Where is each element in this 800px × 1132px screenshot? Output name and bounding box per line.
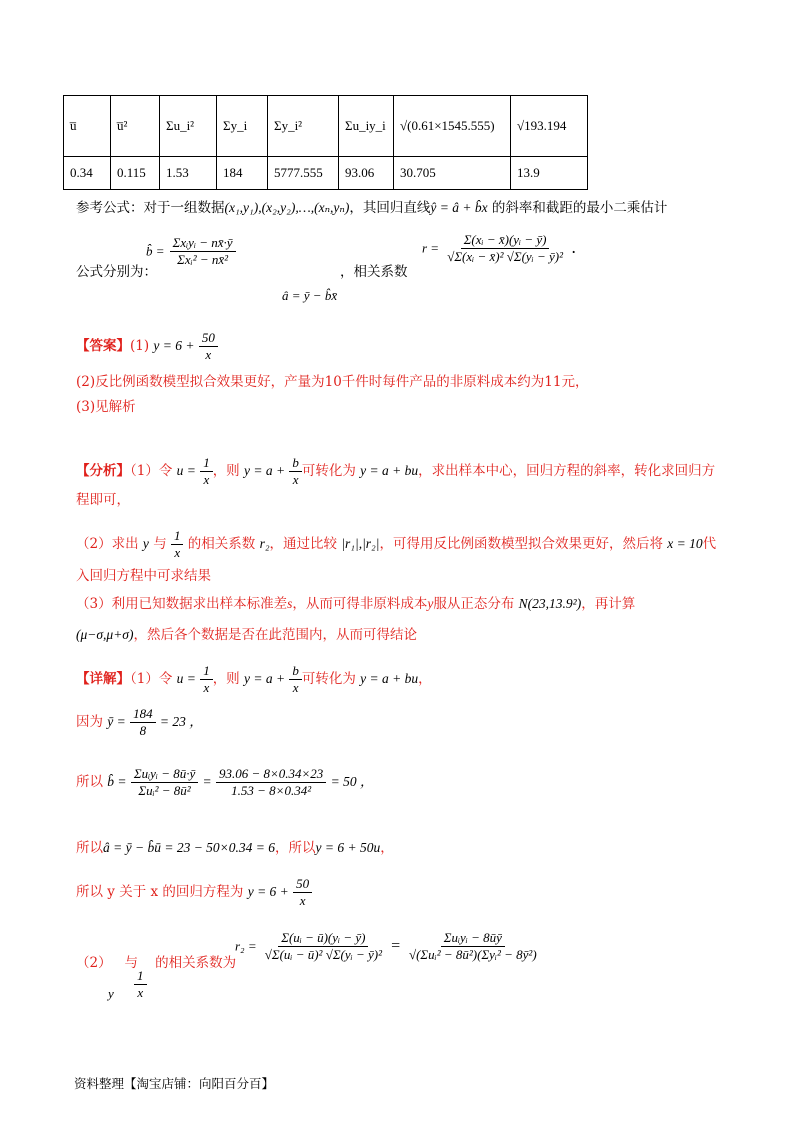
analysis-line3: （3）利用已知数据求出样本标准差s，从而可得非原料成本y服从正态分布 N(23,13.9²)，再计算	[76, 596, 636, 612]
detail-bhat: 所以 b̂ = $\frac{\text{Σuᵢyᵢ − 8ū·ȳ}}{\text{Σuᵢ² − 8ū²}}$ = $\frac{93.06 - 8\times 0.34\times 23}{\text{1.53 − 8×0.34²}}$ = 50 ，	[76, 766, 374, 798]
data-table	[63, 95, 588, 190]
table-header-cell: u̅	[64, 96, 111, 157]
table-cell: 0.115	[111, 157, 160, 190]
table-header-cell: Σy_i²	[268, 96, 339, 157]
table-cell: 0.34	[64, 157, 111, 190]
table-cell: 93.06	[339, 157, 394, 190]
detail-y-symbol: y	[108, 986, 114, 1001]
r2-formula: r₂ = $\frac{\text{Σ(uᵢ − ū)(yᵢ − ȳ)}}{\text{√Σ(uᵢ − ū)² √Σ(yᵢ − ȳ)²}}$ = $\frac{\text{Σuᵢyᵢ − 8ūȳ}}{\text{√(Σuᵢ² − 8ū²)(Σyᵢ² − 8ȳ²)}}$	[235, 930, 537, 962]
a-hat-formula: â = ȳ − b̂x̄	[282, 288, 338, 303]
table-header-cell: Σu_iy_i	[339, 96, 394, 157]
analysis-line1: 【分析】（1）令 u = $\frac{1}{x}$ ，则 y = a + $\frac{b}{x}$ 可转化为 y = a + bu，求出样本中心，回归方程的斜率，转化求回归方	[76, 455, 716, 487]
detail-ybar: 因为 ȳ = $\frac{184}{8}$ = 23 ，	[76, 706, 203, 738]
table-header-cell: √(0.61×1545.555)	[394, 96, 511, 157]
detail-part2-label: （2） 与 的相关系数为	[76, 955, 237, 971]
footer-source: 资料整理【淘宝店铺：向阳百分百】	[74, 1076, 275, 1091]
detail-inv-x: $\frac{1}{x}$	[134, 968, 147, 1001]
answer-line3: (3)见解析	[76, 399, 136, 415]
ref-formula-line2-prefix: 公式分别为：	[76, 264, 157, 280]
ref-formula-line1: 参考公式：对于一组数据(x₁,y₁),(x₂,y₂),…,(xₙ,yₙ)，其回归直线ŷ = â + b̂x 的斜率和截距的最小二乘估计	[76, 200, 668, 216]
table-header-cell: √193.194	[511, 96, 588, 157]
table-cell: 30.705	[394, 157, 511, 190]
table-header-cell: Σy_i	[217, 96, 268, 157]
table-cell: 5777.555	[268, 157, 339, 190]
detail-line1: 【详解】（1）令 u = $\frac{1}{x}$ ，则 y = a + $\frac{b}{x}$ 可转化为 y = a + bu，	[76, 663, 432, 695]
answer-line1: 【答案】(1) y = 6 + $\frac{50}{x}$	[76, 330, 218, 363]
analysis-line1-cont: 程即可，	[76, 492, 130, 508]
analysis-line2: （2）求出 y 与 $\frac{1}{x}$ 的相关系数 r₂，通过比较 |r₁|,|r₂|，可得用反比例函数模型拟合效果更好，然后将 x = 10代	[76, 528, 717, 560]
analysis-line2-cont: 入回归方程中可求结果	[76, 568, 211, 584]
corr-formula: r = $\frac{\text{Σ(xᵢ − x̄)(yᵢ − ȳ)}}{\text{√Σ(xᵢ − x̄)² √Σ(yᵢ − ȳ)²}}$ .	[422, 232, 577, 264]
detail-regression: 所以 y 关于 x 的回归方程为 y = 6 + $\frac{50}{x}$	[76, 876, 312, 909]
table-header-cell: Σu_i²	[160, 96, 217, 157]
table-header-cell: u̅²	[111, 96, 160, 157]
analysis-line3-cont: (μ−σ,μ+σ)，然后各个数据是否在此范围内，从而可得结论	[76, 627, 417, 643]
table-cell: 1.53	[160, 157, 217, 190]
table-cell: 184	[217, 157, 268, 190]
b-hat-formula: b̂ = $\frac{\text{Σxᵢyᵢ − nx̄·ȳ}}{\text{Σxᵢ² − nx̄²}}$	[146, 235, 236, 268]
answer-line2: (2)反比例函数模型拟合效果更好，产量为10千件时每件产品的非原料成本约为11元，	[76, 374, 589, 390]
corr-label: ，相关系数	[340, 264, 408, 280]
detail-ahat: 所以â = ȳ − b̂ū = 23 − 50×0.34 = 6，所以y = 6 + 50u，	[76, 840, 394, 856]
table-cell: 13.9	[511, 157, 588, 190]
